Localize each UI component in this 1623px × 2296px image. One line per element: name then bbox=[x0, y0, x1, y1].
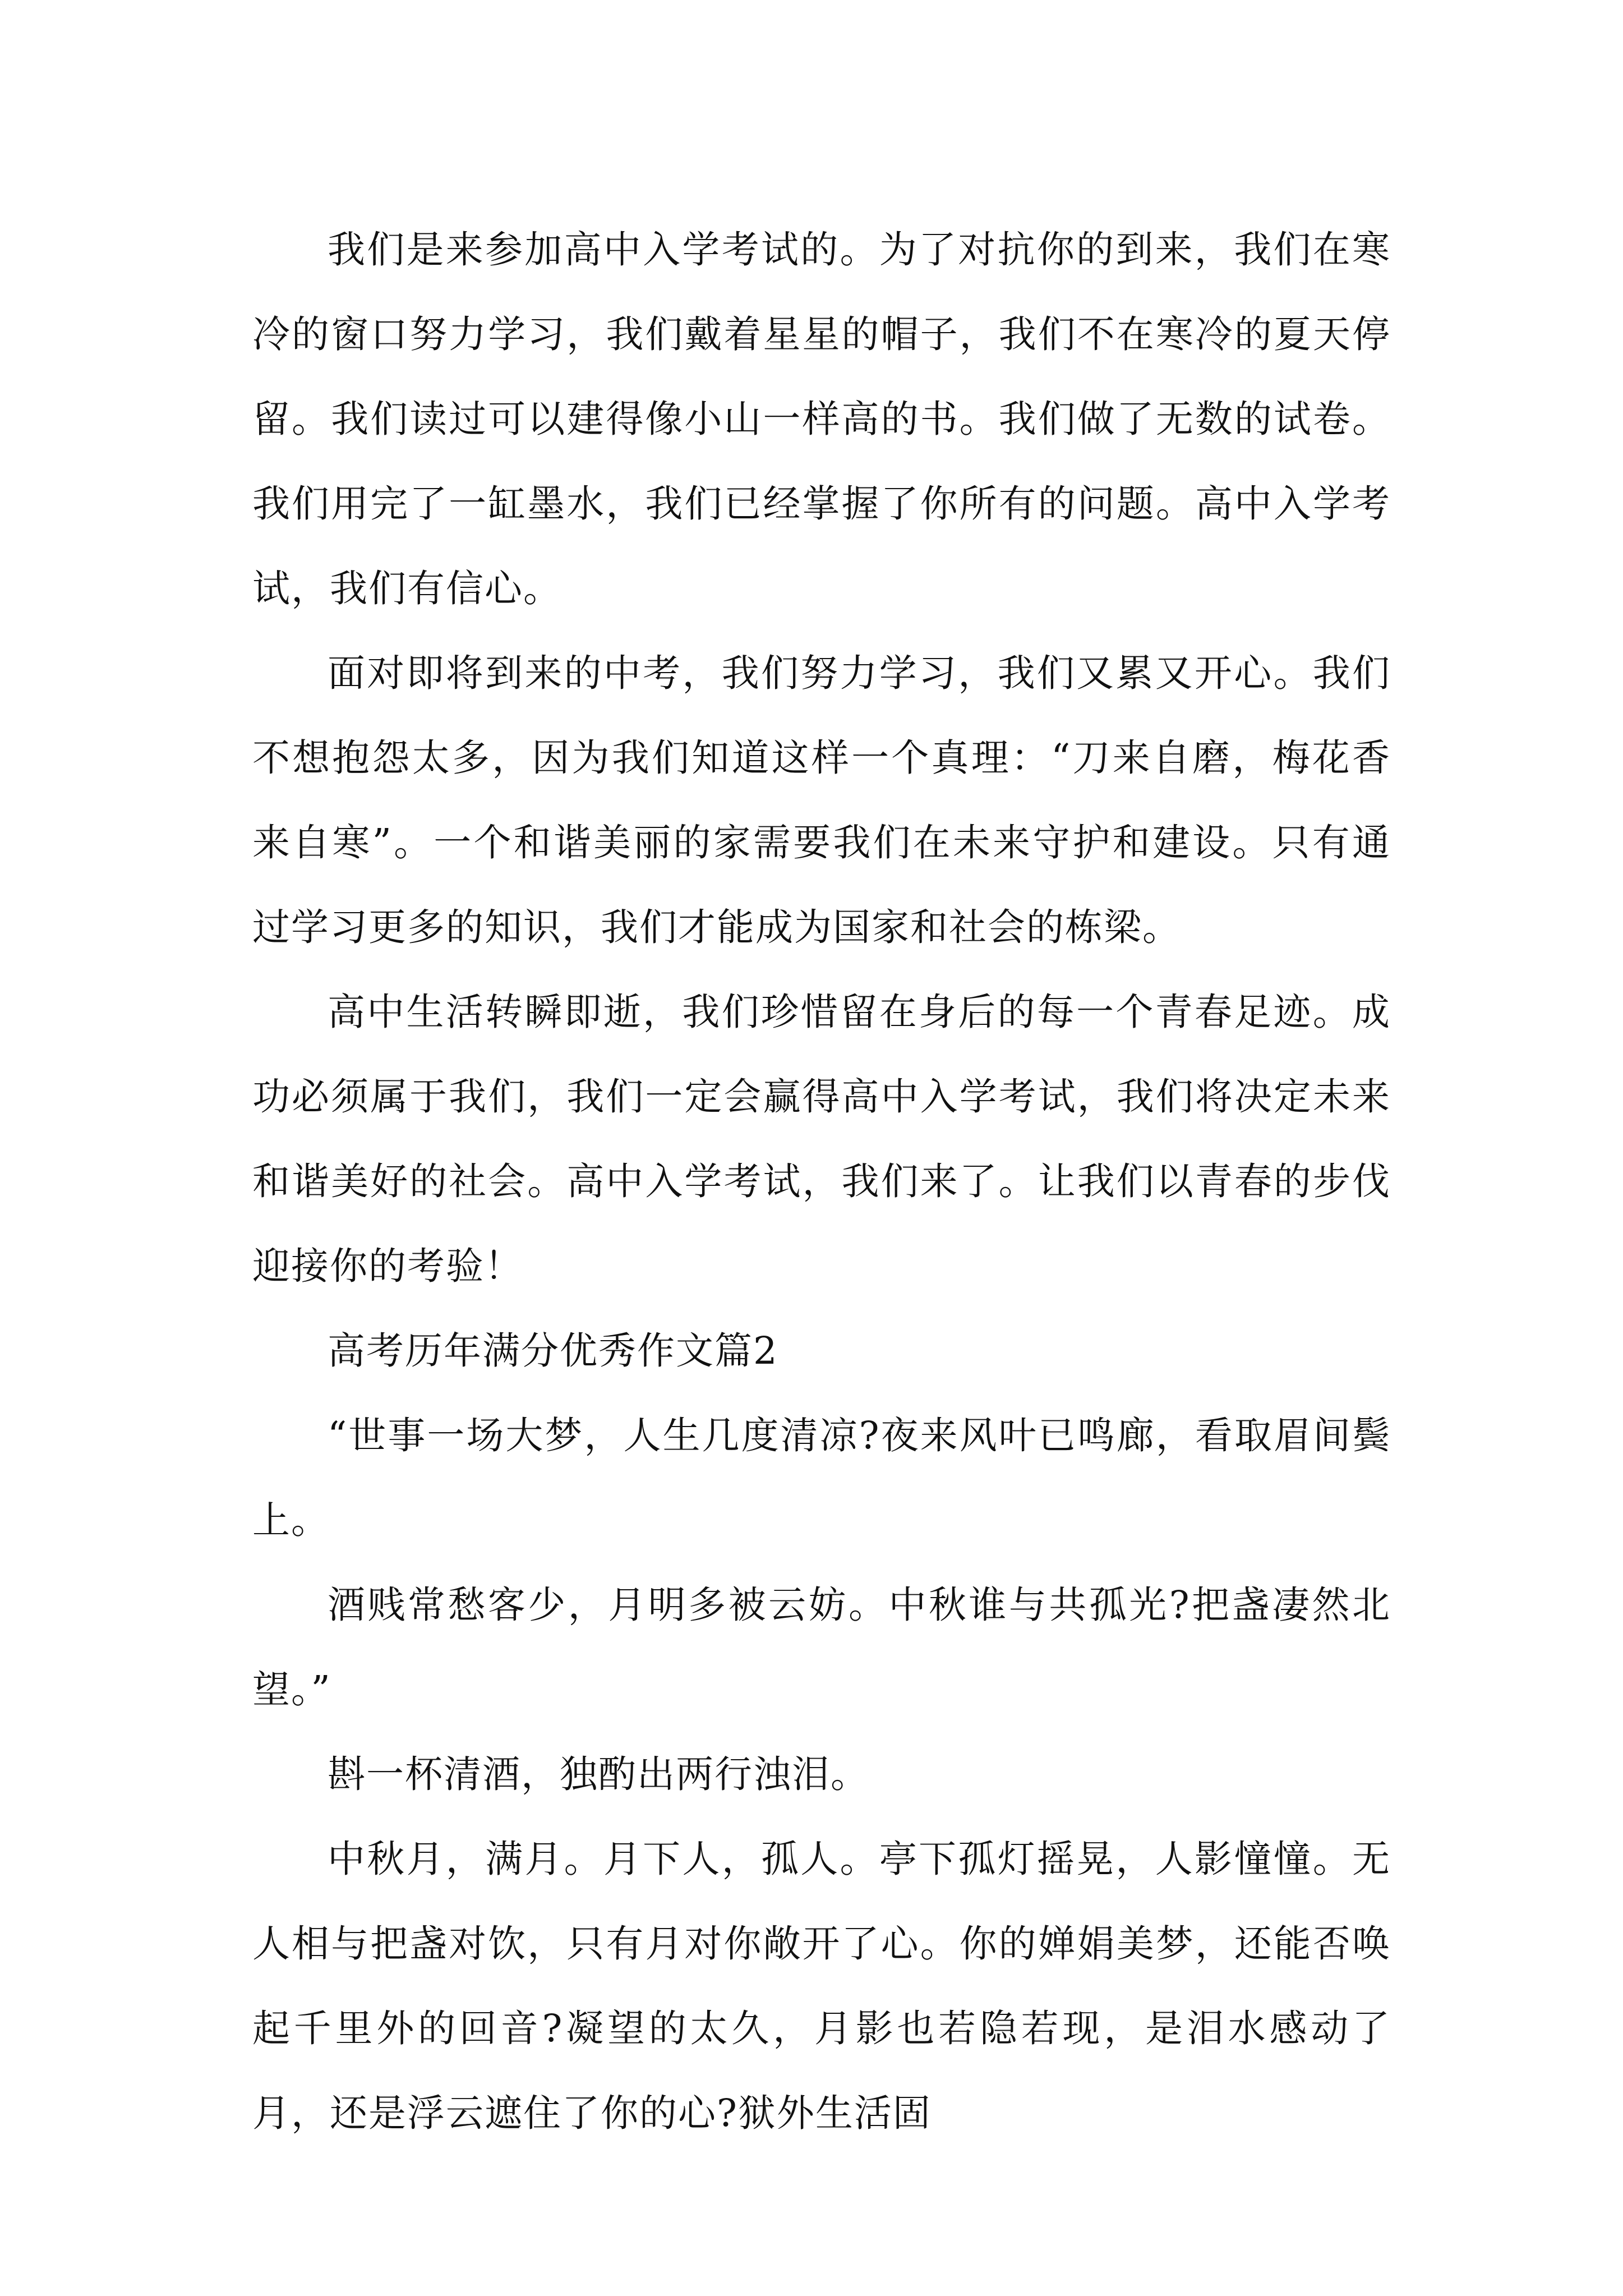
section-heading: 高考历年满分优秀作文篇2 bbox=[328, 1329, 778, 1373]
paragraph-8: 中秋月，满月。月下人，孤人。亭下孤灯摇晃，人影憧憧。无人相与把盏对饮，只有月对你敞开了心。你的婵娟美梦，还能否唤起千里外的回音?凝望的太久，月影也若隐若现，是泪水感动了月，还是浮云遮住了你的心?狱外生活固 bbox=[252, 1837, 1391, 2135]
paragraph-3: 高中生活转瞬即逝，我们珍惜留在身后的每一个青春足迹。成功必须属于我们，我们一定会赢得高中入学考试，我们将决定未来和谐美好的社会。高中入学考试，我们来了。让我们以青春的步伐迎接你的考验！ bbox=[252, 990, 1391, 1288]
paragraph-1: 我们是来参加高中入学考试的。为了对抗你的到来，我们在寒冷的窗口努力学习，我们戴着星星的帽子，我们不在寒冷的夏天停留。我们读过可以建得像小山一样高的书。我们做了无数的试卷。我们用完了一缸墨水，我们已经掌握了你所有的问题。高中入学考试，我们有信心。 bbox=[252, 228, 1391, 610]
paragraph-6: 酒贱常愁客少，月明多被云妨。中秋谁与共孤光?把盏凄然北望。” bbox=[252, 1583, 1391, 1711]
document-body bbox=[252, 208, 1391, 2156]
paragraph-2: 面对即将到来的中考，我们努力学习，我们又累又开心。我们不想抱怨太多，因为我们知道这样一个真理：“刀来自磨，梅花香来自寒”。一个和谐美丽的家需要我们在未来守护和建设。只有通过学习更多的知识，我们才能成为国家和社会的栋梁。 bbox=[252, 651, 1391, 949]
paragraph-7: 斟一杯清酒，独酌出两行浊泪。 bbox=[328, 1752, 869, 1796]
paragraph-5: “世事一场大梦，人生几度清凉?夜来风叶已鸣廊，看取眉间鬓上。 bbox=[252, 1414, 1391, 1542]
